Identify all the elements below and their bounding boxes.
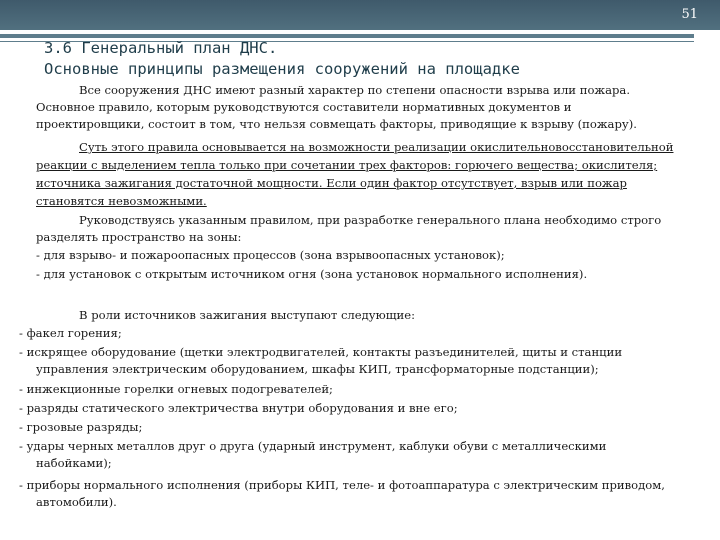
title-line-1: 3.6 Генеральный план ДНС. — [44, 39, 278, 57]
list-item-continuation: автомобили). — [36, 495, 117, 509]
text-line: Все сооружения ДНС имеют разный характер по степени опасности взрыва или пожара. — [79, 83, 631, 97]
text-line-underlined: становятся невозможными. — [36, 194, 207, 208]
list-item: - факел горения; — [19, 326, 122, 340]
page-number: 51 — [681, 7, 698, 22]
list-item: - удары черных металлов друг о друга (ударный инструмент, каблуки обуви с металлическими — [19, 439, 607, 453]
list-item: - разряды статического электричества внутри оборудования и вне его; — [19, 401, 458, 415]
list-item: - приборы нормального исполнения (приборы КИП, теле- и фотоаппаратура с электрическим приводом, — [19, 478, 665, 492]
slide-title — [44, 38, 520, 80]
list-item-continuation: управления электрическим оборудованием, шкафы КИП, трансформаторные подстанции); — [36, 362, 599, 376]
text-line: проектировщики, состоит в том, что нельзя совмещать факторы, приводящие к взрыву (пожару). — [36, 117, 637, 131]
text-line-underlined: источника зажигания достаточной мощности. Если один фактор отсутствует, взрыв или пожар — [36, 176, 627, 190]
list-item: - искрящее оборудование (щетки электродвигателей, контакты разъединителей, щиты и станции — [19, 345, 623, 359]
text-line: Руководствуясь указанным правилом, при разработке генерального плана необходимо строго — [79, 213, 662, 227]
title-line-2: Основные принципы размещения сооружений на площадке — [44, 60, 520, 78]
text-line: разделять пространство на зоны: — [36, 230, 242, 244]
text-line: - для взрыво- и пожароопасных процессов (зона взрывоопасных установок); — [36, 248, 505, 262]
text-line: - для установок с открытым источником огня (зона установок нормального исполнения). — [36, 267, 588, 281]
list-item-continuation: набойками); — [36, 456, 112, 470]
list-item: - грозовые разряды; — [19, 420, 143, 434]
list-item: - инжекционные горелки огневых подогревателей; — [19, 382, 333, 396]
text-line: Основное правило, которым руководствуются составители нормативных документов и — [36, 100, 572, 114]
text-line-underlined: реакции с выделением тепла только при сочетании трех факторов: горючего вещества; окислителя; — [36, 158, 658, 172]
header-bar — [0, 0, 720, 30]
text-line-underlined: Суть этого правила основывается на возможности реализации окислительновосстановительной — [79, 140, 674, 154]
text-line: В роли источников зажигания выступают следующие: — [79, 308, 415, 322]
